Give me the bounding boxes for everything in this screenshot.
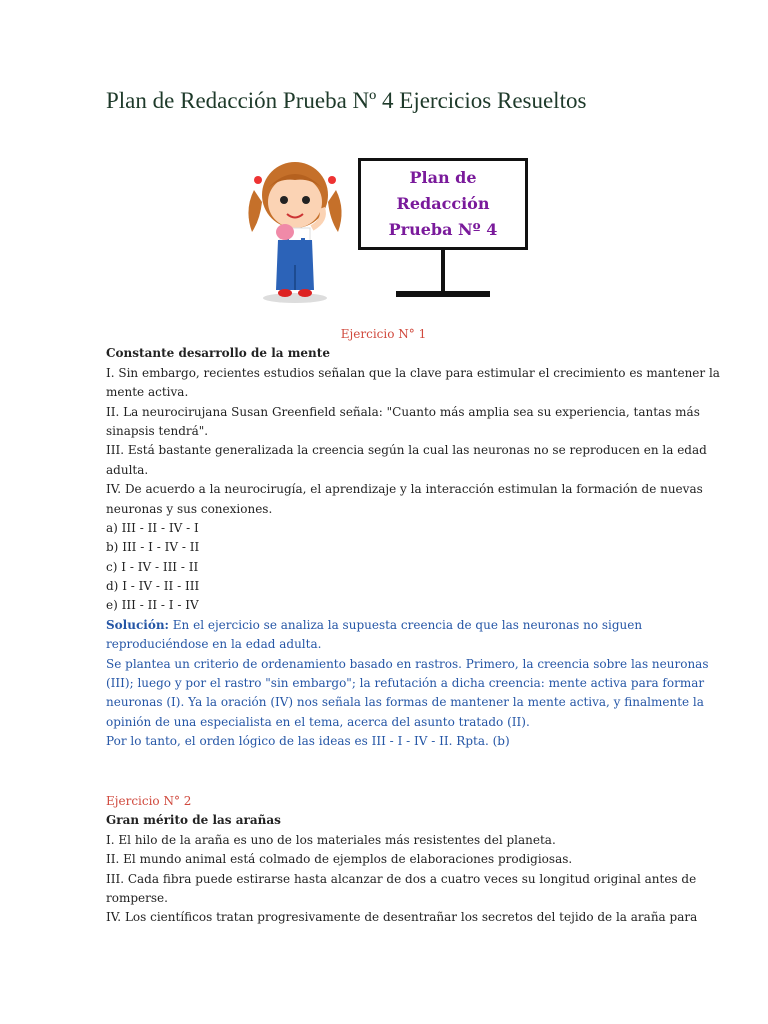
- text-fragment: mente: [106, 385, 145, 400]
- board-line-3: Prueba Nº 4: [388, 220, 498, 239]
- option-token: -: [139, 598, 144, 613]
- text-fragment: materiales: [316, 832, 382, 847]
- solution-line-6: [106, 713, 661, 732]
- exercise-2-heading: Ejercicio N° 2: [106, 794, 192, 808]
- solution-line-1: [106, 616, 661, 635]
- sentence-3-line-2: adulta.: [106, 462, 149, 477]
- option-token: IV: [164, 540, 179, 555]
- text-fragment: II.: [106, 852, 120, 867]
- ex2-sentence-3-line-2: romperse.: [106, 890, 168, 905]
- text-fragment: El: [123, 852, 136, 867]
- sentence-2-line-2: [106, 422, 661, 441]
- option-token: IV: [138, 579, 153, 594]
- text-fragment: hilo: [134, 832, 158, 847]
- option-token: -: [160, 520, 165, 535]
- text-fragment: tema,: [309, 714, 344, 729]
- option-token: II: [188, 559, 199, 574]
- solution-label: Solución:: [106, 617, 169, 632]
- option-token: II: [189, 540, 200, 555]
- option-token: I: [193, 520, 199, 535]
- option-token: -: [130, 579, 135, 594]
- option-token: -: [181, 540, 186, 555]
- ex2-sentence-2: [106, 850, 661, 869]
- option-token: IV: [185, 598, 199, 613]
- solution-line-2: [106, 635, 661, 654]
- topic-word: Gran: [106, 813, 140, 828]
- ex2-sentence-3-line-1: III. Cada fibra puede estirarse hasta alcanzar de dos a cuatro veces su longitud original antes de: [106, 871, 697, 886]
- text-fragment: (b): [492, 734, 510, 749]
- text-fragment: Rpta.: [456, 734, 489, 749]
- solution-line-7: [106, 732, 661, 751]
- text-fragment: sinapsis: [106, 423, 155, 438]
- exercise-2-topic: [106, 811, 661, 830]
- text-fragment: la: [179, 832, 191, 847]
- option-token: II: [163, 579, 174, 594]
- board-pole: [441, 250, 445, 292]
- text-fragment: la: [230, 637, 242, 652]
- text-fragment: de: [277, 832, 292, 847]
- text-fragment: animal: [185, 852, 227, 867]
- title-board: [358, 158, 528, 250]
- board-line-2: Redacción: [396, 194, 490, 213]
- topic-word: desarrollo: [178, 346, 247, 361]
- text-fragment: es: [233, 832, 247, 847]
- option-letter: b): [106, 540, 119, 555]
- text-fragment: de: [155, 714, 170, 729]
- text-fragment: especialista: [200, 714, 272, 729]
- header-illustration: [240, 150, 540, 310]
- option-token: -: [155, 579, 160, 594]
- option-token: -: [186, 520, 191, 535]
- text-fragment: de: [390, 852, 406, 867]
- option-b: [106, 538, 661, 557]
- option-c: [106, 558, 661, 577]
- option-token: III: [162, 559, 178, 574]
- text-fragment: de: [314, 852, 329, 867]
- option-token: I: [148, 540, 153, 555]
- option-token: -: [180, 559, 185, 574]
- topic-word: las: [212, 813, 232, 828]
- text-fragment: en: [275, 714, 291, 729]
- text-fragment: Por: [106, 734, 127, 749]
- text-fragment: opinión: [106, 714, 152, 729]
- topic-word: arañas: [235, 813, 281, 828]
- text-fragment: activa.: [147, 385, 189, 400]
- option-letter: d): [106, 579, 119, 594]
- text-fragment: el: [184, 734, 196, 749]
- exercise-2: [106, 792, 698, 928]
- text-fragment: sus conexiones.: [177, 501, 273, 516]
- text-fragment: -: [431, 734, 436, 749]
- option-a: [106, 519, 661, 538]
- text-fragment: resistentes: [413, 832, 481, 847]
- exercise-1-topic: [106, 344, 661, 363]
- text-fragment: tratado: [458, 714, 504, 729]
- option-token: -: [140, 540, 145, 555]
- sentence-1-line-2: [106, 383, 661, 402]
- text-fragment: El: [118, 832, 131, 847]
- text-fragment: IV: [414, 734, 428, 749]
- text-fragment: adulta.: [279, 637, 322, 652]
- option-token: -: [156, 540, 161, 555]
- text-fragment: ideas: [318, 734, 351, 749]
- text-fragment: prodigiosas.: [498, 852, 573, 867]
- text-fragment: los: [295, 832, 313, 847]
- topic-word: de: [250, 346, 267, 361]
- text-fragment: elaboraciones: [409, 852, 495, 867]
- option-letter: a): [106, 520, 118, 535]
- option-token: -: [160, 598, 165, 613]
- text-fragment: tanto,: [145, 734, 181, 749]
- option-letter: c): [106, 559, 118, 574]
- exercise-1-heading: Ejercicio N° 1: [340, 327, 427, 341]
- text-fragment: uno: [250, 832, 274, 847]
- solution-line-3: Se plantea un criterio de ordenamiento basado en rastros. Primero, la creencia sobre las neuronas: [106, 656, 709, 671]
- option-token: II: [147, 520, 158, 535]
- girl-illustration: [240, 150, 350, 305]
- sentence-3-line-1: III. Está bastante generalizada la creencia según la cual las neuronas no se reproducen en la edad: [106, 443, 707, 458]
- option-token: -: [139, 520, 144, 535]
- text-fragment: -: [406, 734, 411, 749]
- text-fragment: está: [230, 852, 256, 867]
- text-fragment: II.: [439, 734, 453, 749]
- text-fragment: de: [279, 734, 294, 749]
- text-fragment: planeta.: [506, 832, 556, 847]
- sentence-2-line-1: II. La neurocirujana Susan Greenfield señala: "Cuanto más amplia sea su experiencia, tantas más: [106, 404, 700, 419]
- ex2-sentence-1: [106, 831, 661, 850]
- option-token: -: [154, 559, 159, 574]
- option-token: II: [147, 598, 158, 613]
- text-fragment: las: [297, 734, 315, 749]
- text-fragment: orden: [199, 734, 235, 749]
- topic-word: la: [271, 346, 284, 361]
- option-d: [106, 577, 661, 596]
- option-token: III: [121, 598, 136, 613]
- text-fragment: es: [354, 734, 368, 749]
- option-token: -: [177, 598, 182, 613]
- text-fragment: mundo: [139, 852, 182, 867]
- option-token: IV: [168, 520, 183, 535]
- exercise-1: [106, 325, 720, 752]
- option-token: IV: [137, 559, 152, 574]
- option-token: I: [168, 598, 174, 613]
- text-fragment: colmado: [259, 852, 311, 867]
- option-token: III: [122, 540, 137, 555]
- topic-word: Constante: [106, 346, 175, 361]
- text-fragment: más: [384, 832, 410, 847]
- option-letter: e): [106, 598, 118, 613]
- text-fragment: ejemplos: [332, 852, 388, 867]
- topic-word: mente: [287, 346, 330, 361]
- text-fragment: araña: [194, 832, 230, 847]
- text-fragment: una: [173, 714, 197, 729]
- option-token: I: [121, 559, 126, 574]
- text-fragment: reproduciéndose: [106, 637, 209, 652]
- text-fragment: tendrá".: [158, 423, 209, 438]
- sentence-1-line-1: I. Sin embargo, recientes estudios señalan que la clave para estimular el crecimiento es mantener la: [106, 365, 720, 380]
- text-fragment: I.: [106, 832, 115, 847]
- text-fragment: lógico: [238, 734, 276, 749]
- text-fragment: -: [389, 734, 394, 749]
- text-fragment: III: [371, 734, 386, 749]
- text-fragment: en: [212, 637, 228, 652]
- solution-text: En el ejercicio se analiza la supuesta creencia de que las neuronas no siguen: [168, 617, 643, 632]
- option-token: -: [177, 579, 182, 594]
- text-fragment: asunto: [414, 714, 455, 729]
- option-token: III: [121, 520, 136, 535]
- text-fragment: I: [397, 734, 403, 749]
- text-fragment: edad: [245, 637, 276, 652]
- solution-line-5: neuronas (I). Ya la oración (IV) nos señala las formas de mantener la mente activa, y finalmente la: [106, 695, 704, 710]
- sentence-4-line-1: IV. De acuerdo a la neurocirugía, el aprendizaje y la interacción estimulan la formación de nuevas: [106, 482, 703, 497]
- sentence-4-line-2: [106, 500, 661, 519]
- text-fragment: el: [294, 714, 306, 729]
- text-fragment: (II).: [507, 714, 530, 729]
- text-fragment: y: [166, 501, 174, 516]
- text-fragment: lo: [130, 734, 142, 749]
- topic-word: mérito: [143, 813, 189, 828]
- page-title: Plan de Redacción Prueba Nº 4 Ejercicios Resueltos: [106, 88, 587, 113]
- ex2-sentence-4-line-1: IV. Los científicos tratan progresivamente de desentrañar los secretos del tejido de la araña para: [106, 910, 698, 925]
- text-fragment: neuronas: [106, 501, 163, 516]
- option-token: III: [185, 579, 200, 594]
- option-e: [106, 596, 661, 615]
- solution-line-4: (III); luego y por el rastro "sin embargo"; la refutación a dicha creencia: mente activa para formar: [106, 676, 705, 691]
- board-base: [396, 291, 490, 297]
- text-fragment: de: [161, 832, 177, 847]
- option-token: -: [129, 559, 134, 574]
- option-token: I: [122, 579, 127, 594]
- board-line-1: Plan de: [409, 168, 477, 187]
- text-fragment: acerca del: [347, 714, 411, 729]
- text-fragment: del: [484, 832, 503, 847]
- topic-word: de: [192, 813, 209, 828]
